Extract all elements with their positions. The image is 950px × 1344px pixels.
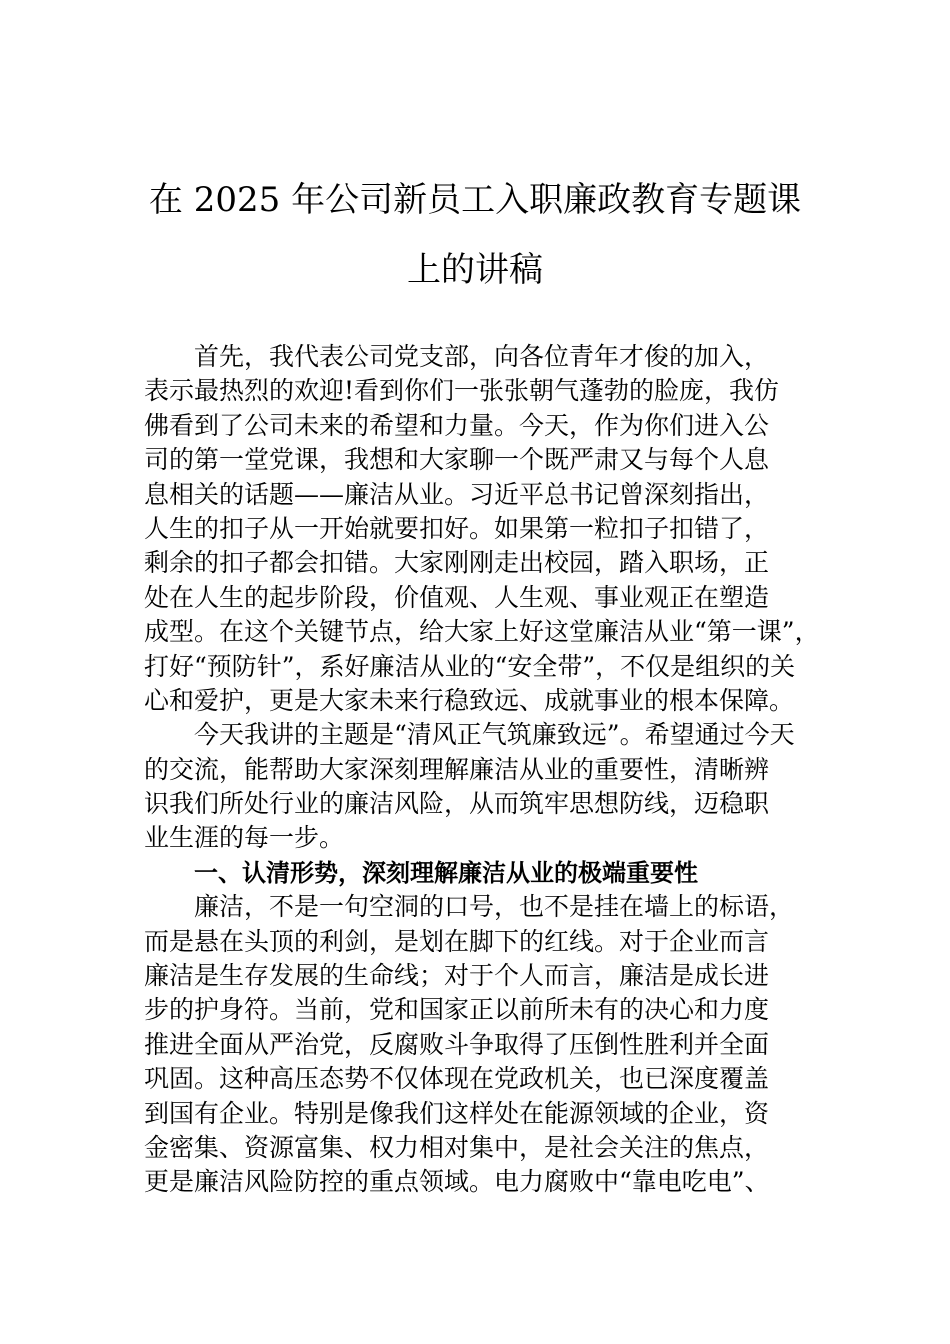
paragraph-line: 处在人生的起步阶段，价值观、人生观、事业观正在塑造 bbox=[144, 582, 770, 612]
paragraph-line: 识我们所处行业的廉洁风险，从而筑牢思想防线，迈稳职 bbox=[144, 789, 770, 819]
section-heading: 一、认清形势，深刻理解廉洁从业的极端重要性 bbox=[194, 857, 698, 887]
paragraph-line: 表示最热烈的欢迎!看到你们一张张朝气蓬勃的脸庞，我仿 bbox=[144, 376, 780, 406]
paragraph-line: 息相关的话题——廉洁从业。习近平总书记曾深刻指出， bbox=[144, 479, 770, 509]
document-title-line-2: 上的讲稿 bbox=[407, 250, 543, 290]
paragraph-line: 今天我讲的主题是“清风正气筑廉致远”。希望通过今天 bbox=[194, 720, 795, 750]
paragraph-line: 步的护身符。当前，党和国家正以前所未有的决心和力度 bbox=[144, 995, 770, 1025]
document-title-line-1: 在 2025 年公司新员工入职廉政教育专题课 bbox=[148, 180, 802, 220]
paragraph-line: 业生涯的每一步。 bbox=[144, 823, 345, 853]
paragraph-line: 首先，我代表公司党支部，向各位青年才俊的加入， bbox=[194, 342, 770, 371]
paragraph-line: 成型。在这个关键节点，给大家上好这堂廉洁从业“第一课”， bbox=[144, 617, 820, 647]
paragraph-line: 廉洁，不是一句空洞的口号，也不是挂在墙上的标语， bbox=[194, 892, 795, 922]
paragraph-line: 心和爱护，更是大家未来行稳致远、成就事业的根本保障。 bbox=[144, 685, 795, 715]
document-body bbox=[144, 340, 824, 1200]
paragraph-line: 更是廉洁风险防控的重点领域。电力腐败中“靠电吃电”、 bbox=[144, 1167, 770, 1197]
paragraph-line: 佛看到了公司未来的希望和力量。今天，作为你们进入公 bbox=[144, 410, 770, 440]
paragraph-line: 司的第一堂党课，我想和大家聊一个既严肃又与每个人息 bbox=[144, 445, 770, 475]
paragraph-line: 剩余的扣子都会扣错。大家刚刚走出校园，踏入职场，正 bbox=[144, 548, 770, 578]
paragraph-line: 巩固。这种高压态势不仅体现在党政机关，也已深度覆盖 bbox=[144, 1064, 770, 1094]
paragraph-line: 而是悬在头顶的利剑，是划在脚下的红线。对于企业而言 bbox=[144, 926, 770, 956]
paragraph-line: 推进全面从严治党，反腐败斗争取得了压倒性胜利并全面 bbox=[144, 1029, 770, 1059]
paragraph-line: 到国有企业。特别是像我们这样处在能源领域的企业，资 bbox=[144, 1098, 770, 1128]
paragraph-line: 打好“预防针”，系好廉洁从业的“安全带”，不仅是组织的关 bbox=[144, 651, 796, 681]
paragraph-line: 的交流，能帮助大家深刻理解廉洁从业的重要性，清晰辨 bbox=[144, 754, 770, 784]
paragraph-line: 廉洁是生存发展的生命线；对于个人而言，廉洁是成长进 bbox=[144, 961, 770, 991]
paragraph-line: 金密集、资源富集、权力相对集中，是社会关注的焦点， bbox=[144, 1132, 770, 1162]
paragraph-line: 人生的扣子从一开始就要扣好。如果第一粒扣子扣错了， bbox=[144, 513, 770, 543]
